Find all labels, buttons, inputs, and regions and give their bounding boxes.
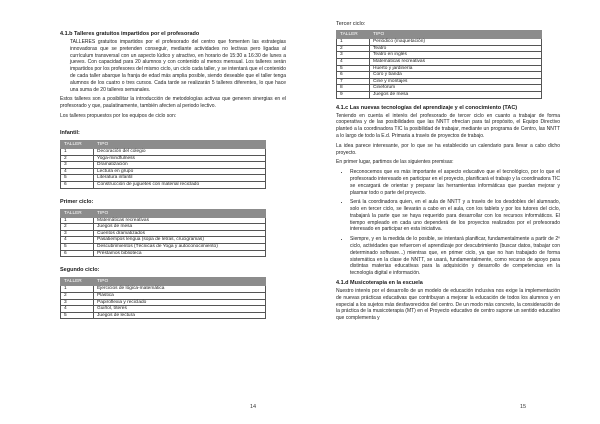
- table-title-segundo-ciclo: Segundo ciclo:: [60, 267, 100, 274]
- paragraph: Los talleres propuestos por los equipos de ciclo son:: [60, 112, 177, 119]
- table-title-infantil: Infantil:: [60, 129, 80, 136]
- table-title-tercer-ciclo: Tercer ciclo:: [336, 21, 366, 27]
- table-row: 3 Papiroflexia y reciclado: [61, 299, 266, 306]
- paragraph: Nuestro interés por el desarrollo de un modelo de educación inclusiva nos exige la implementación de nuevas prácticas educativas que contribuyan a mejorar la educación de todos los alumnos y en especial a los sujetos más desfavorecidos del centro. De un modo más concreto, la consideración de la práctica de la musicoterapia (MT) en el Proyecto educativo de centro supone un sentido educativo que complementa y: [336, 288, 561, 322]
- table-row: 2 Yoga-mindfulness: [61, 155, 266, 162]
- table-row: 9 Juegos de mesa: [337, 91, 542, 98]
- table-row: 3 Teatro en inglés: [337, 52, 542, 59]
- table-row: 4 Pasatiempos lengua (sopa de letras, crucigramas): [61, 237, 266, 244]
- table-row: 1 Periódico (maquetación): [337, 39, 542, 46]
- table-row: 3 Cuentos dramatizados: [61, 230, 266, 237]
- table-row: 3 Dramatización: [61, 162, 266, 169]
- paragraph: La idea parece interesante, por lo que se ha establecido un calendario para llevar a cabo dicho proyecto.: [336, 142, 560, 156]
- paragraph: Estos talleres son a posibilitar la introducción de metodologías activas que generen sinergias en el profesorado y que, paulatinamente, también afecten al periodo lectivo.: [60, 96, 286, 110]
- table-row: 6 Construcción de juguetes con material reciclado: [61, 181, 266, 188]
- column-header: TIPO: [94, 209, 266, 217]
- workshop-table-infantil: [60, 140, 266, 189]
- paragraph: Teniendo en cuenta el interés del profesorado de tercer ciclo en cuanto a trabajar de forma cooperativa y de las posibilidades que las NNTT ofrecían para tal propósito, el Equipo Directivo planteó a la coordinadora TIC la posibilidad de trabajar, mediante un programa de Centro, las NNTT a lo largo de todo la E.d. Primaria a través de proyectos de trabajo.: [336, 112, 560, 139]
- column-header: TIPO: [94, 278, 266, 286]
- table-row: 4 Guiñol, títeres: [61, 306, 266, 313]
- list-item: • Siempre, y en la medida de lo posible, se intentará planificar, fundamentalmente a partir de 2º ciclo, actividades que refuercen el aprendizaje por descubrimiento (buscar datos, trabajar con determinado software...) mientras que, en primer ciclo, ya que no han trabajado de forma sistemática en la clase de NNTT, se usará, fundamentalmente, como recurso de apoyo para distintas materias educativas para la adquisición y desarrollo de competencias en la tecnología digital e información.: [350, 236, 560, 277]
- section-heading-4-1-b: 4.1.b Talleres gratuitos impartidos por el profesorado: [60, 31, 200, 37]
- section-heading-4-1-d: 4.1.d Musicoterapia en la escuela: [336, 280, 423, 287]
- workshop-table-tercer-ciclo: [336, 30, 542, 99]
- table-row: 5 Literatura infantil: [61, 175, 266, 182]
- right-page: [300, 0, 600, 424]
- list-item: • Reconocemos que es más importante el aspecto educativo que el tecnológico, por lo que el profesorado interesado en participar en el proyecto, planificará el trabajo y la coordinadora TIC se encargará de orientar y preparar las herramientas informáticas que puedan mejorar y plasmar todo o parte del proyecto.: [350, 169, 560, 196]
- column-header: TALLER: [61, 140, 94, 148]
- table-row: 4 Matemáticas recreativas: [337, 58, 542, 65]
- paragraph: TALLERES gratuitos impartidos por el profesorado del centro que fomenten las estrategias innovadoras que se pretenden conseguir, mediante actividades no lectivas pero ligadas al currículum transversal con un aspecto lúdico y atractivo, en horario de 15:30 a 16:30 de lunes a jueves. Con capacidad para 20 alumnos y con contenido al menos mensual. Los talleres serán impartidos por los profesores del mismo ciclo, un ciclo cada taller, y se intentará que el contenido de cada taller abarque la franja de edad más amplia posible, siendo deseable que el taller tenga alumnos de los cuatro o tres cursos. Cada tarde se realizarán 5 talleres diferentes, lo que hace una suma de 20 talleres semanales.: [70, 39, 286, 93]
- column-header: TALLER: [61, 209, 94, 217]
- workshop-table-primer-ciclo: [60, 209, 266, 258]
- workshop-table-segundo-ciclo: [60, 277, 266, 319]
- column-header: TALLER: [61, 278, 94, 286]
- table-row: 2 Plástica: [61, 293, 266, 300]
- column-header: TIPO: [370, 31, 542, 39]
- table-title-primer-ciclo: Primer ciclo:: [60, 198, 94, 205]
- table-row: 1 Matemáticas recreativas: [61, 217, 266, 224]
- paragraph: En primer lugar, partimos de las siguientes premisas:: [336, 159, 454, 166]
- table-row: 1 Decoración del colegio: [61, 148, 266, 155]
- list-item: • Será la coordinadora quien, en el aula de NNTT y a través de los desdobles del alumnado, solo en tercer ciclo, se llevarán a cabo en el aula, con los tablets y por los tutores del ciclo, trabajará la parte que se haya requerido para desarrollar con los recursos informáticos. El tiempo empleado en cada uno dependerá de los proyectos realizados por el profesorado interesado en participar en esta iniciativa.: [350, 199, 560, 233]
- table-row: 5 Huerto y jardinería: [337, 65, 542, 72]
- table-row: 6 Préstamos biblioteca: [61, 250, 266, 257]
- table-row: 7 Cine y montajes: [337, 78, 542, 85]
- table-row: 6 Coro y banda: [337, 72, 542, 79]
- page-number: 15: [520, 404, 527, 410]
- table-row: 5 Descubrimientos (Técnicas de Yoga y autoconocimiento): [61, 244, 266, 251]
- premises-list: [336, 169, 560, 277]
- section-heading-4-1-c: 4.1.c Las nuevas tecnologías del aprendizaje y el conocimiento (TAC): [336, 104, 518, 111]
- table-row: 2 Teatro: [337, 45, 542, 52]
- table-row: 4 Lectura en grupo: [61, 168, 266, 175]
- page-number: 14: [250, 404, 257, 410]
- table-row: 1 Ejercicios de lógica-matemática: [61, 286, 266, 293]
- table-row: 2 Juegos de mesa: [61, 224, 266, 231]
- column-header: TALLER: [337, 31, 370, 39]
- table-row: 5 Juegos de lectura: [61, 312, 266, 319]
- column-header: TIPO: [94, 140, 266, 148]
- table-row: 8 Cineforum: [337, 85, 542, 92]
